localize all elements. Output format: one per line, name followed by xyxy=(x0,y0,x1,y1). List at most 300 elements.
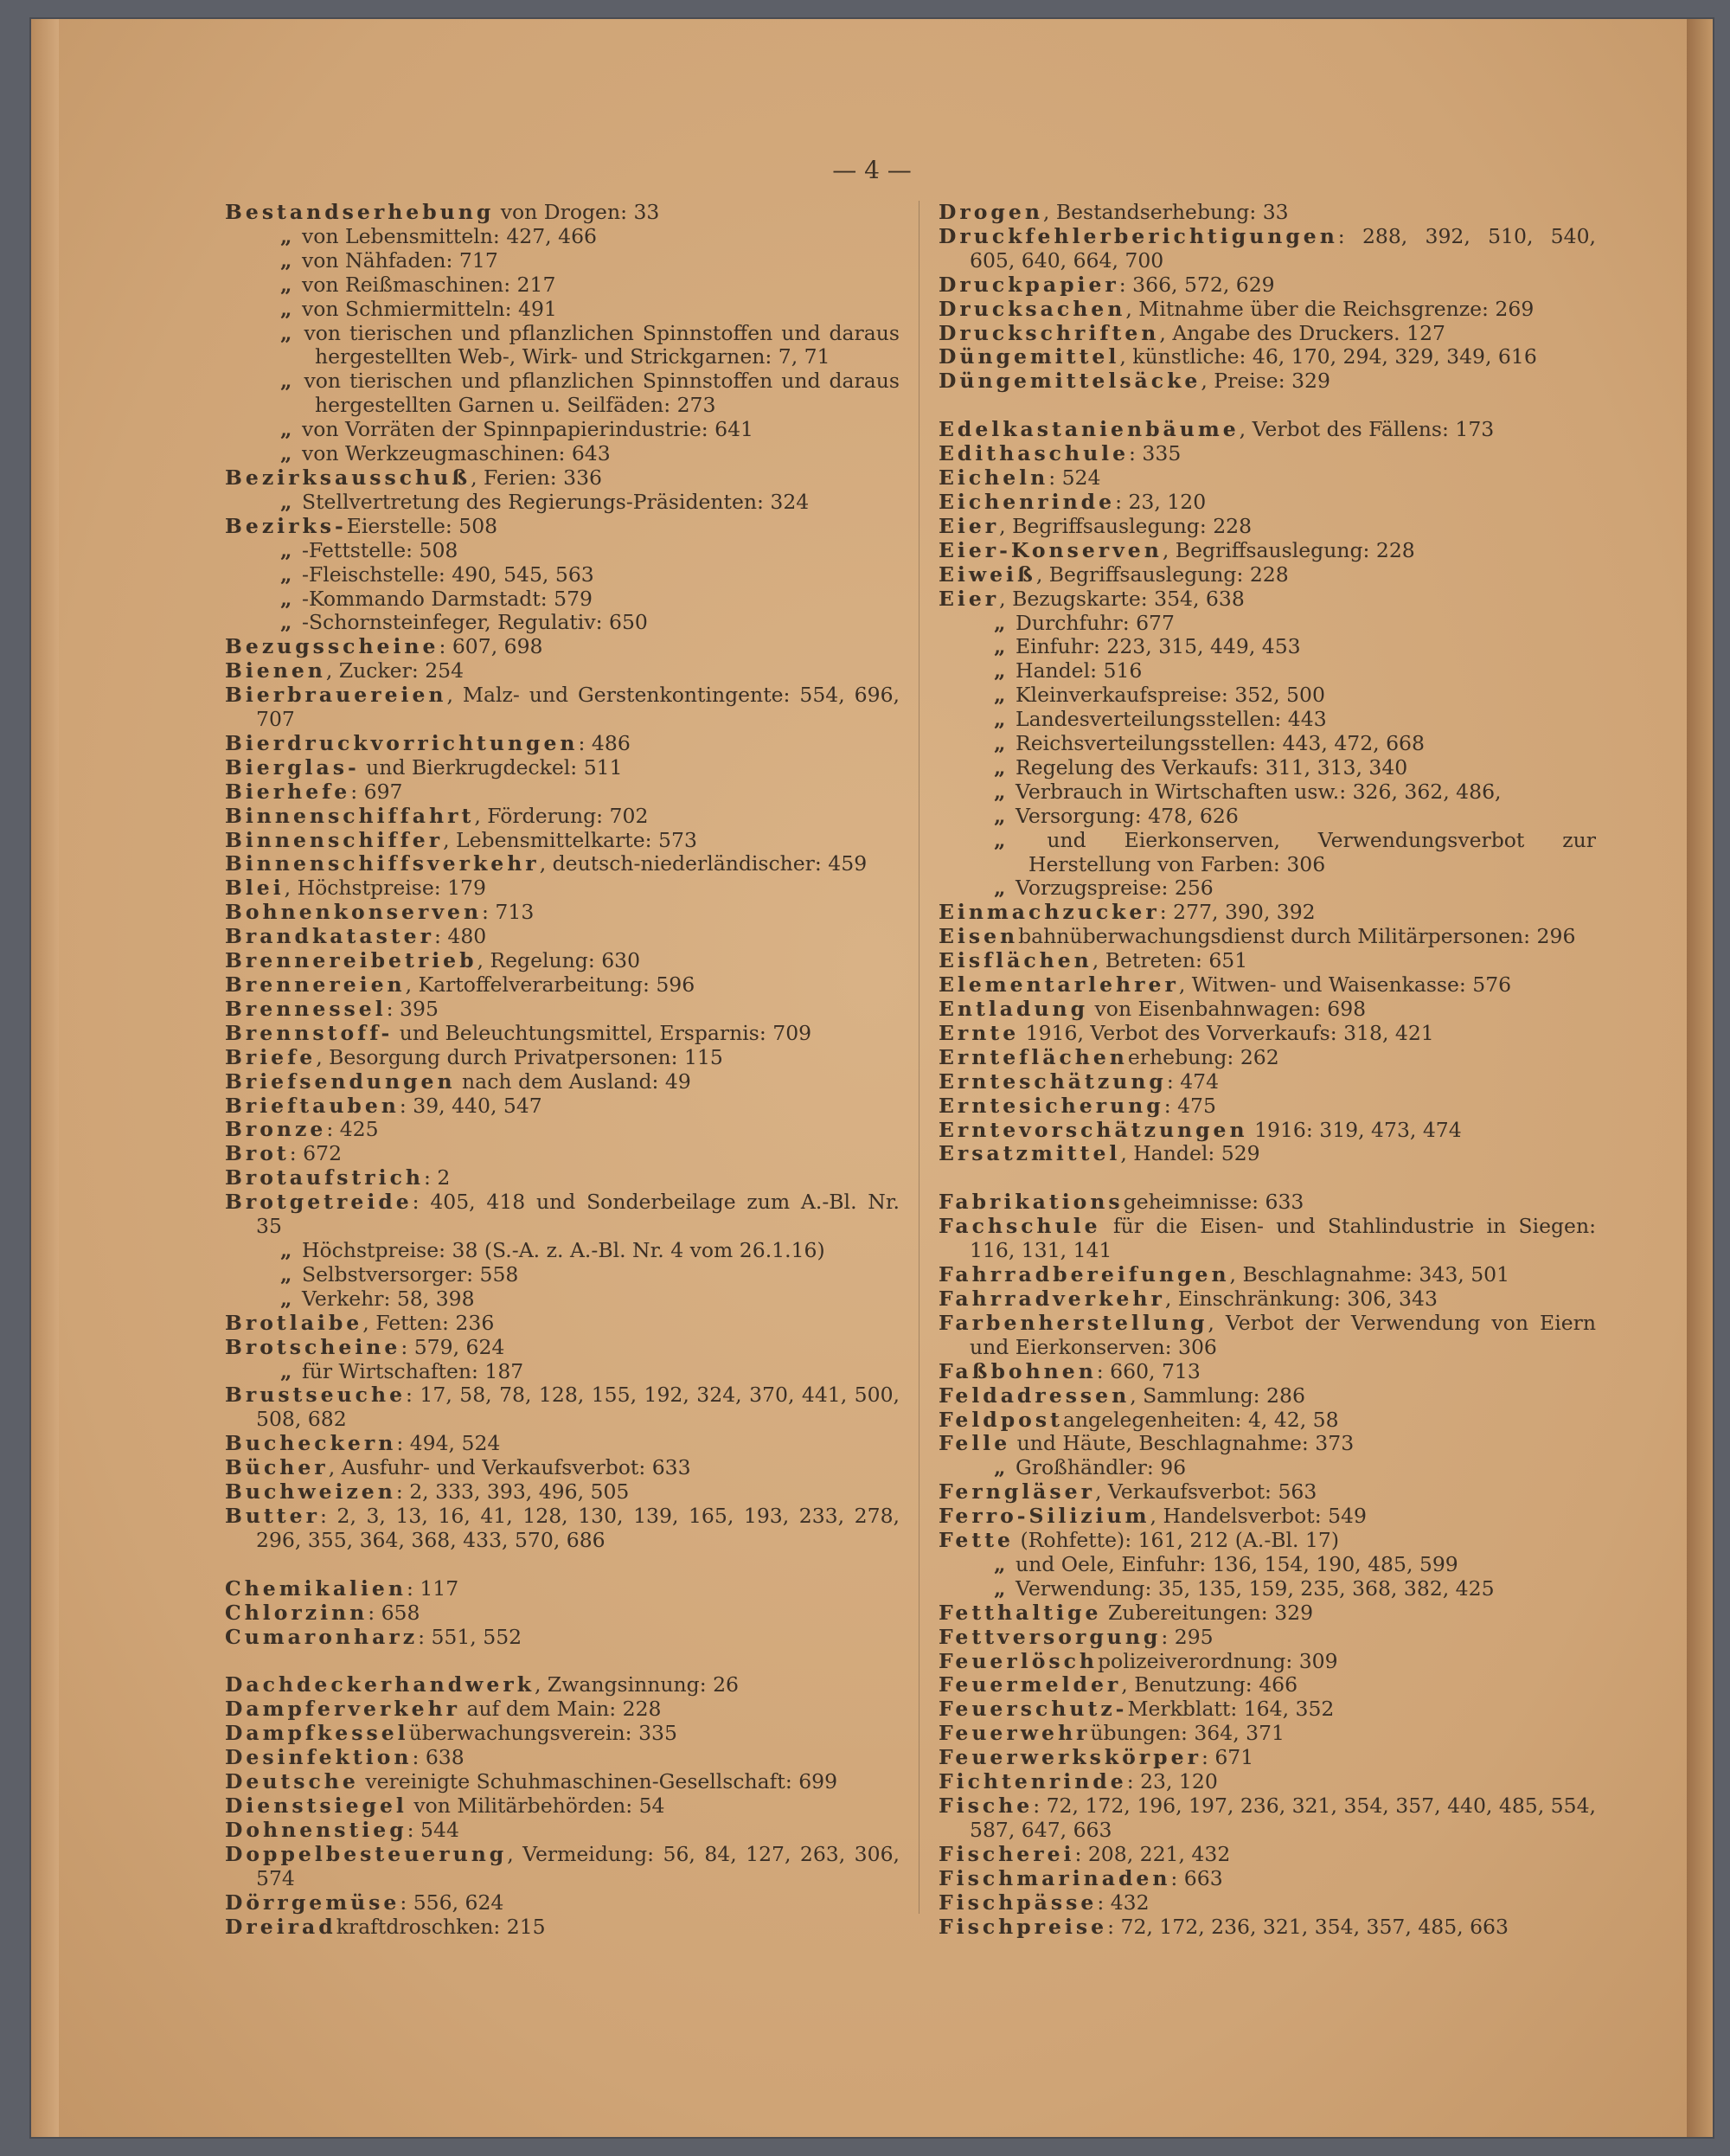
index-entry xyxy=(939,925,1596,949)
entry-heading: Eier xyxy=(939,513,1000,538)
entry-references: , deutsch-niederländischer: 459 xyxy=(539,851,868,876)
index-entry xyxy=(225,563,900,587)
index-entry xyxy=(225,852,900,876)
entry-heading: Entladung xyxy=(939,997,1089,1021)
entry-references: Verbrauch in Wirtschaften usw.: 326, 362, 486, xyxy=(1009,779,1502,804)
entry-references: : 494, 524 xyxy=(396,1431,501,1456)
index-entry xyxy=(225,515,900,539)
index-entry xyxy=(939,1070,1596,1094)
entry-references: -Schornsteinfeger, Regulativ: 650 xyxy=(295,610,648,635)
entry-references: , Vermeidung: 56, 84, 127, 263, 306, 574 xyxy=(256,1841,900,1890)
entry-references: vereinigte Schuhmaschinen-Gesellschaft: 699 xyxy=(358,1769,838,1794)
index-entry xyxy=(939,1360,1596,1384)
entry-heading: Feldpost xyxy=(939,1407,1063,1432)
entry-references: -Fettstelle: 508 xyxy=(295,537,458,562)
entry-references: , Benutzung: 466 xyxy=(1121,1672,1298,1697)
entry-heading: Eiweiß xyxy=(939,561,1036,587)
index-entry xyxy=(939,1456,1596,1480)
index-entry xyxy=(225,418,900,442)
entry-heading: „ xyxy=(280,320,296,345)
entry-references: : 672 xyxy=(289,1141,343,1166)
index-entry xyxy=(939,756,1596,780)
entry-heading: Feuermelder xyxy=(939,1672,1122,1697)
entry-references: geheimnisse: 633 xyxy=(1123,1190,1304,1215)
entry-references: : 480 xyxy=(434,924,487,949)
entry-references: Verkehr: 58, 398 xyxy=(295,1286,475,1311)
index-entry xyxy=(225,1819,900,1843)
entry-references: Stellvertretung des Regierungs-Präsidenten: 324 xyxy=(295,489,810,514)
entry-references: für die Eisen- und Stahlindustrie in Siegen: 116, 131, 141 xyxy=(970,1214,1596,1263)
entry-references: und Beleuchtungsmittel, Ersparnis: 709 xyxy=(393,1020,812,1045)
index-entry xyxy=(939,1287,1596,1312)
entry-heading: „ xyxy=(994,683,1009,708)
entry-references: von Schmiermitteln: 491 xyxy=(295,296,557,321)
entry-heading: Fischpässe xyxy=(939,1890,1098,1915)
entry-references: : 72, 172, 236, 321, 354, 357, 485, 663 xyxy=(1107,1914,1509,1939)
index-entry xyxy=(939,780,1596,805)
entry-heading: Ernte xyxy=(939,1020,1020,1045)
index-entry xyxy=(225,876,900,901)
index-entry xyxy=(939,563,1596,587)
index-entry xyxy=(225,225,900,249)
index-entry xyxy=(225,1336,900,1360)
entry-heading: Düngemittel xyxy=(939,344,1120,369)
index-entry xyxy=(939,369,1596,394)
entry-references: nach dem Ausland: 49 xyxy=(455,1068,691,1094)
index-entry xyxy=(225,1915,900,1940)
entry-heading: „ xyxy=(280,561,296,587)
index-entry xyxy=(939,876,1596,901)
entry-references: : 551, 552 xyxy=(418,1624,522,1649)
entry-heading: Eier-Konserven xyxy=(939,537,1163,562)
entry-references: , künstliche: 46, 170, 294, 329, 349, 616 xyxy=(1119,344,1537,369)
entry-heading: Brotscheine xyxy=(225,1334,401,1359)
index-entry xyxy=(225,273,900,298)
section-gap xyxy=(225,1649,900,1673)
index-entry xyxy=(225,322,900,370)
entry-heading: Chemikalien xyxy=(225,1575,407,1601)
entry-references: , Verbot des Fällens: 173 xyxy=(1239,417,1495,442)
index-entry xyxy=(939,1770,1596,1794)
entry-heading: Drogen xyxy=(939,200,1043,224)
entry-heading: Erntesicherung xyxy=(939,1093,1164,1118)
entry-heading: „ xyxy=(994,731,1009,756)
entry-heading: Eicheln xyxy=(939,465,1049,491)
entry-references: : 579, 624 xyxy=(400,1334,505,1359)
index-entry xyxy=(225,1577,900,1601)
entry-heading: Briefe xyxy=(225,1044,317,1069)
entry-heading: „ xyxy=(280,586,296,611)
entry-heading: „ xyxy=(280,417,296,442)
entry-heading: Druckschriften xyxy=(939,320,1160,345)
entry-heading: Fettversorgung xyxy=(939,1624,1162,1649)
entry-references: Zubereitungen: 329 xyxy=(1101,1600,1314,1625)
entry-references: , Verbot der Verwendung von Eiern und Eierkonserven: 306 xyxy=(970,1310,1596,1359)
index-entry xyxy=(939,1312,1596,1360)
entry-references: , Besorgung durch Privatpersonen: 115 xyxy=(316,1044,723,1069)
index-entry xyxy=(939,515,1596,539)
index-entry xyxy=(939,1722,1596,1746)
index-entry xyxy=(225,466,900,491)
entry-heading: Ernteschätzung xyxy=(939,1068,1167,1094)
index-entry xyxy=(225,1746,900,1770)
entry-references: : 697 xyxy=(350,779,403,804)
entry-heading: Fische xyxy=(939,1793,1034,1818)
index-entry xyxy=(225,949,900,973)
entry-references: , Handel: 529 xyxy=(1120,1141,1260,1166)
entry-references: Kleinverkaufspreise: 352, 500 xyxy=(1009,683,1325,708)
index-entry xyxy=(939,973,1596,998)
index-entry xyxy=(939,1046,1596,1070)
entry-heading: Bierhefe xyxy=(225,779,351,804)
entry-heading: Edelkastanienbäume xyxy=(939,417,1240,442)
entry-heading: „ xyxy=(280,1237,296,1262)
index-entry xyxy=(939,1915,1596,1940)
entry-references: : 72, 172, 196, 197, 236, 321, 354, 357, 440, 485, 554, 587, 647, 663 xyxy=(970,1793,1596,1842)
index-entry xyxy=(939,1505,1596,1529)
entry-heading: Drucksachen xyxy=(939,296,1126,321)
index-entry xyxy=(225,683,900,732)
entry-references: überwachungsverein: 335 xyxy=(408,1721,677,1746)
entry-heading: Düngemittelsäcke xyxy=(939,369,1201,394)
entry-heading: Dachdeckerhandwerk xyxy=(225,1672,535,1697)
entry-references: : 474 xyxy=(1166,1068,1220,1094)
entry-references: : 660, 713 xyxy=(1096,1358,1201,1383)
index-entry xyxy=(939,539,1596,563)
entry-heading: Einmachzucker xyxy=(939,900,1160,925)
entry-references: 1916, Verbot des Vorverkaufs: 318, 421 xyxy=(1019,1020,1434,1045)
entry-heading: Dienstsiegel xyxy=(225,1793,407,1818)
index-entry xyxy=(225,780,900,805)
index-entry xyxy=(939,1190,1596,1215)
entry-heading: Bezirksausschuß xyxy=(225,465,471,490)
entry-references: : 335 xyxy=(1129,441,1182,466)
entry-references: , Zucker: 254 xyxy=(325,658,465,683)
entry-heading: „ xyxy=(994,1551,1009,1576)
index-entry xyxy=(939,345,1596,369)
index-entry xyxy=(939,587,1596,612)
index-entry xyxy=(225,442,900,466)
entry-heading: „ xyxy=(994,634,1009,659)
entry-heading: „ xyxy=(994,1575,1009,1601)
entry-references: : 295 xyxy=(1161,1624,1214,1649)
index-left-column xyxy=(225,201,900,1939)
entry-references: Verwendung: 35, 135, 159, 235, 368, 382, 425 xyxy=(1009,1575,1495,1601)
entry-references: : 2, 333, 393, 496, 505 xyxy=(395,1479,630,1505)
entry-heading: Deutsche xyxy=(225,1769,359,1794)
entry-references: : 524 xyxy=(1048,465,1101,491)
entry-heading: Faßbohnen xyxy=(939,1358,1097,1383)
index-entry xyxy=(225,1239,900,1263)
index-entry xyxy=(939,201,1596,225)
entry-references: von Vorräten der Spinnpapierindustrie: 641 xyxy=(295,417,753,442)
entry-heading: Erntevorschätzungen xyxy=(939,1117,1248,1142)
page-number: — 4 — xyxy=(832,156,912,184)
entry-references: Einfuhr: 223, 315, 449, 453 xyxy=(1009,634,1301,659)
index-entry xyxy=(225,1360,900,1384)
entry-references: von tierischen und pflanzlichen Spinnstoffen und daraus hergestellten Web-, Wirk- und Strickgarnen: 7, 71 xyxy=(295,320,900,369)
entry-references: von Drogen: 33 xyxy=(494,200,660,224)
entry-references: : 17, 58, 78, 128, 155, 192, 324, 370, 441, 500, 508, 682 xyxy=(256,1383,900,1432)
index-entry xyxy=(939,1142,1596,1166)
entry-heading: „ xyxy=(994,876,1009,901)
entry-references: Vorzugspreise: 256 xyxy=(1009,876,1214,901)
index-entry xyxy=(939,442,1596,466)
section-gap xyxy=(225,1553,900,1577)
index-entry xyxy=(939,829,1596,877)
entry-heading: Bierbrauereien xyxy=(225,683,447,708)
entry-references: , Witwen- und Waisenkasse: 576 xyxy=(1178,972,1512,998)
entry-heading: Binnenschiffer xyxy=(225,827,444,852)
entry-references: : 556, 624 xyxy=(400,1890,504,1915)
index-entry xyxy=(939,708,1596,732)
entry-references: (Rohfette): 161, 212 (A.-Bl. 17) xyxy=(1014,1528,1340,1553)
entry-references: bahnüberwachungsdienst durch Militärpersonen: 296 xyxy=(1018,924,1576,949)
entry-heading: Feuerwehr xyxy=(939,1721,1091,1746)
entry-heading: „ xyxy=(994,707,1009,732)
entry-references: : 288, 392, 510, 540, 605, 640, 664, 700 xyxy=(970,223,1596,273)
index-entry xyxy=(939,273,1596,298)
index-entry xyxy=(939,298,1596,322)
entry-references: , Kartoffelverarbeitung: 596 xyxy=(405,972,695,997)
index-entry xyxy=(225,1142,900,1166)
index-entry xyxy=(939,949,1596,973)
entry-references: : 713 xyxy=(482,900,535,925)
entry-references: : 486 xyxy=(578,730,631,755)
index-entry xyxy=(225,249,900,273)
entry-references: und Bierkrugdeckel: 511 xyxy=(359,754,623,780)
entry-references: von Militärbehörden: 54 xyxy=(407,1793,665,1818)
entry-references: , Verkaufsverbot: 563 xyxy=(1094,1479,1317,1505)
entry-heading: Briefsendungen xyxy=(225,1068,456,1094)
entry-references: von Reißmaschinen: 217 xyxy=(295,272,556,297)
entry-references: Großhändler: 96 xyxy=(1009,1455,1187,1480)
entry-references: polizeiverordnung: 309 xyxy=(1098,1648,1338,1673)
entry-heading: Fahrradbereifungen xyxy=(939,1262,1230,1287)
entry-heading: Dohnenstieg xyxy=(225,1817,407,1842)
entry-heading: Fischpreise xyxy=(939,1914,1108,1939)
entry-references: , Betreten: 651 xyxy=(1092,948,1248,973)
entry-references: : 366, 572, 629 xyxy=(1118,272,1275,297)
entry-references: : 277, 390, 392 xyxy=(1159,900,1316,925)
entry-references: Merkblatt: 164, 352 xyxy=(1127,1697,1335,1722)
entry-heading: Eisen xyxy=(939,924,1019,949)
index-entry xyxy=(225,1722,900,1746)
entry-heading: Bestandserhebung xyxy=(225,200,495,224)
index-entry xyxy=(939,1553,1596,1577)
index-entry xyxy=(225,1794,900,1819)
entry-references: , Beschlagnahme: 343, 501 xyxy=(1229,1262,1510,1287)
index-entry xyxy=(939,1650,1596,1674)
index-entry xyxy=(225,1046,900,1070)
entry-heading: Butter xyxy=(225,1503,320,1528)
entry-heading: Bronze xyxy=(225,1117,327,1142)
entry-heading: Brotgetreide xyxy=(225,1190,413,1215)
entry-references: , Lebensmittelkarte: 573 xyxy=(443,827,697,852)
entry-heading: Cumaronharz xyxy=(225,1624,419,1649)
index-entry xyxy=(225,201,900,225)
entry-heading: Fichtenrinde xyxy=(939,1769,1127,1794)
entry-heading: Elementarlehrer xyxy=(939,972,1179,998)
entry-references: Eierstelle: 508 xyxy=(346,513,498,538)
index-entry xyxy=(225,925,900,949)
index-entry xyxy=(225,1432,900,1456)
index-entry xyxy=(225,1287,900,1312)
index-entry xyxy=(939,612,1596,636)
entry-references: , Begriffsauslegung: 228 xyxy=(1035,561,1289,587)
entry-references: -Kommando Darmstadt: 579 xyxy=(295,586,593,611)
entry-heading: Binnenschiffsverkehr xyxy=(225,851,540,876)
entry-heading: Bierglas- xyxy=(225,754,360,780)
entry-heading: Dörrgemüse xyxy=(225,1890,400,1915)
entry-heading: Feuerschutz- xyxy=(939,1697,1128,1722)
entry-heading: Blei xyxy=(225,876,285,901)
entry-references: : 117 xyxy=(406,1575,459,1601)
index-entry xyxy=(225,1118,900,1142)
entry-references: und Oele, Einfuhr: 136, 154, 190, 485, 599 xyxy=(1009,1551,1458,1576)
index-entry xyxy=(939,1263,1596,1287)
entry-references: : 405, 418 und Sonderbeilage zum A.-Bl. Nr. 35 xyxy=(256,1190,900,1239)
entry-heading: Ferro-Silizium xyxy=(939,1504,1150,1529)
entry-references: : 663 xyxy=(1170,1865,1223,1890)
entry-heading: Dampferverkehr xyxy=(225,1697,461,1722)
entry-references: von Werkzeugmaschinen: 643 xyxy=(295,441,611,466)
entry-heading: Buchweizen xyxy=(225,1479,396,1505)
entry-heading: „ xyxy=(280,1261,296,1287)
entry-references: 1916: 319, 473, 474 xyxy=(1247,1117,1462,1142)
index-entry xyxy=(225,611,900,635)
entry-heading: Ernteflächen xyxy=(939,1044,1128,1069)
entry-heading: Felle xyxy=(939,1431,1011,1456)
entry-references: : 671 xyxy=(1201,1745,1254,1770)
index-entry xyxy=(225,1697,900,1722)
entry-heading: Eier xyxy=(939,586,1000,611)
entry-heading: Brennereien xyxy=(225,972,406,997)
index-entry xyxy=(225,973,900,998)
entry-references: : 395 xyxy=(386,996,439,1021)
entry-references: Höchstpreise: 38 (S.-A. z. A.-Bl. Nr. 4 vom 26.1.16) xyxy=(295,1237,825,1262)
index-entry xyxy=(225,1070,900,1094)
index-entry xyxy=(225,587,900,612)
entry-heading: Brennereibetrieb xyxy=(225,948,477,973)
entry-heading: Ferngläser xyxy=(939,1479,1095,1505)
index-entry xyxy=(225,998,900,1022)
entry-references: , Mitnahme über die Reichsgrenze: 269 xyxy=(1125,296,1535,321)
index-entry xyxy=(225,1891,900,1915)
entry-heading: Fette xyxy=(939,1528,1015,1553)
entry-heading: Druckpapier xyxy=(939,272,1119,297)
entry-heading: Fachschule xyxy=(939,1214,1101,1239)
index-entry xyxy=(939,225,1596,273)
index-entry xyxy=(939,1626,1596,1650)
entry-references: : 607, 698 xyxy=(439,634,543,659)
index-entry xyxy=(225,1312,900,1336)
entry-references: , Förderung: 702 xyxy=(474,803,649,828)
index-entry xyxy=(939,1673,1596,1697)
entry-references: : 544 xyxy=(407,1817,459,1842)
entry-heading: Bücher xyxy=(225,1455,329,1480)
entry-references: für Wirtschaften: 187 xyxy=(295,1358,524,1383)
section-gap xyxy=(939,1166,1596,1190)
entry-heading: Doppelbesteuerung xyxy=(225,1841,508,1866)
index-entry xyxy=(939,1529,1596,1553)
entry-heading: „ xyxy=(280,610,296,635)
entry-references: und Eierkonserven, Verwendungsverbot zur Herstellung von Farben: 306 xyxy=(1009,827,1596,876)
entry-heading: „ xyxy=(994,658,1009,683)
index-entry xyxy=(939,1601,1596,1626)
entry-references: , Bezugskarte: 354, 638 xyxy=(999,586,1245,611)
index-entry xyxy=(939,1094,1596,1119)
index-entry xyxy=(225,298,900,322)
entry-references: Reichsverteilungsstellen: 443, 472, 668 xyxy=(1009,731,1425,756)
page-spine xyxy=(31,19,59,2137)
entry-references: : 425 xyxy=(326,1117,379,1142)
entry-references: von Nähfaden: 717 xyxy=(295,247,498,273)
index-entry xyxy=(225,805,900,829)
entry-heading: Eichenrinde xyxy=(939,489,1116,514)
entry-references: : 208, 221, 432 xyxy=(1074,1841,1231,1866)
entry-heading: Brustseuche xyxy=(225,1383,407,1408)
index-entry xyxy=(225,369,900,418)
entry-references: : 432 xyxy=(1097,1890,1150,1915)
entry-references: , Ferien: 336 xyxy=(471,465,602,490)
index-right-column xyxy=(939,201,1596,1939)
index-entry xyxy=(939,1577,1596,1601)
entry-heading: Brieftauben xyxy=(225,1093,400,1118)
entry-heading: Bohnenkonserven xyxy=(225,900,483,925)
entry-heading: Edithaschule xyxy=(939,441,1130,466)
entry-references: und Häute, Beschlagnahme: 373 xyxy=(1010,1431,1355,1456)
entry-heading: „ xyxy=(994,754,1009,780)
entry-heading: Fischmarinaden xyxy=(939,1865,1171,1890)
entry-references: , Begriffsauslegung: 228 xyxy=(999,513,1253,538)
entry-references: : 638 xyxy=(412,1745,465,1770)
entry-heading: Bierdruckvorrichtungen xyxy=(225,730,579,755)
index-entry xyxy=(225,659,900,683)
index-entry xyxy=(225,1673,900,1697)
index-entry xyxy=(225,539,900,563)
index-entry xyxy=(225,1843,900,1891)
index-entry xyxy=(939,1119,1596,1143)
entry-references: erhebung: 262 xyxy=(1127,1044,1279,1069)
index-entry xyxy=(225,1770,900,1794)
index-entry xyxy=(939,1215,1596,1263)
entry-heading: Dreirad xyxy=(225,1914,336,1939)
entry-references: , Sammlung: 286 xyxy=(1130,1383,1305,1408)
entry-heading: Druckfehlerberichtigungen xyxy=(939,223,1338,248)
index-entry xyxy=(939,1794,1596,1843)
entry-references: : 23, 120 xyxy=(1115,489,1207,514)
entry-heading: Brotlaibe xyxy=(225,1310,363,1335)
index-entry xyxy=(939,683,1596,708)
entry-heading: „ xyxy=(994,803,1009,828)
index-entry xyxy=(939,1891,1596,1915)
entry-heading: „ xyxy=(280,1286,296,1311)
entry-heading: „ xyxy=(280,1358,296,1383)
entry-heading: Eisflächen xyxy=(939,948,1092,973)
index-entry xyxy=(939,1432,1596,1456)
entry-heading: Dampfkessel xyxy=(225,1721,409,1746)
entry-heading: „ xyxy=(280,489,296,514)
index-entry xyxy=(939,805,1596,829)
entry-heading: Fischerei xyxy=(939,1841,1075,1866)
index-entry xyxy=(939,1867,1596,1891)
entry-references: Durchfuhr: 677 xyxy=(1009,610,1175,635)
entry-references: : 2, 3, 13, 16, 41, 128, 130, 139, 165, 193, 233, 278, 296, 355, 364, 368, 433, 570, 686 xyxy=(256,1503,900,1552)
entry-heading: Bienen xyxy=(225,658,326,683)
entry-heading: Brot xyxy=(225,1141,290,1166)
entry-references: , Preise: 329 xyxy=(1201,369,1330,394)
